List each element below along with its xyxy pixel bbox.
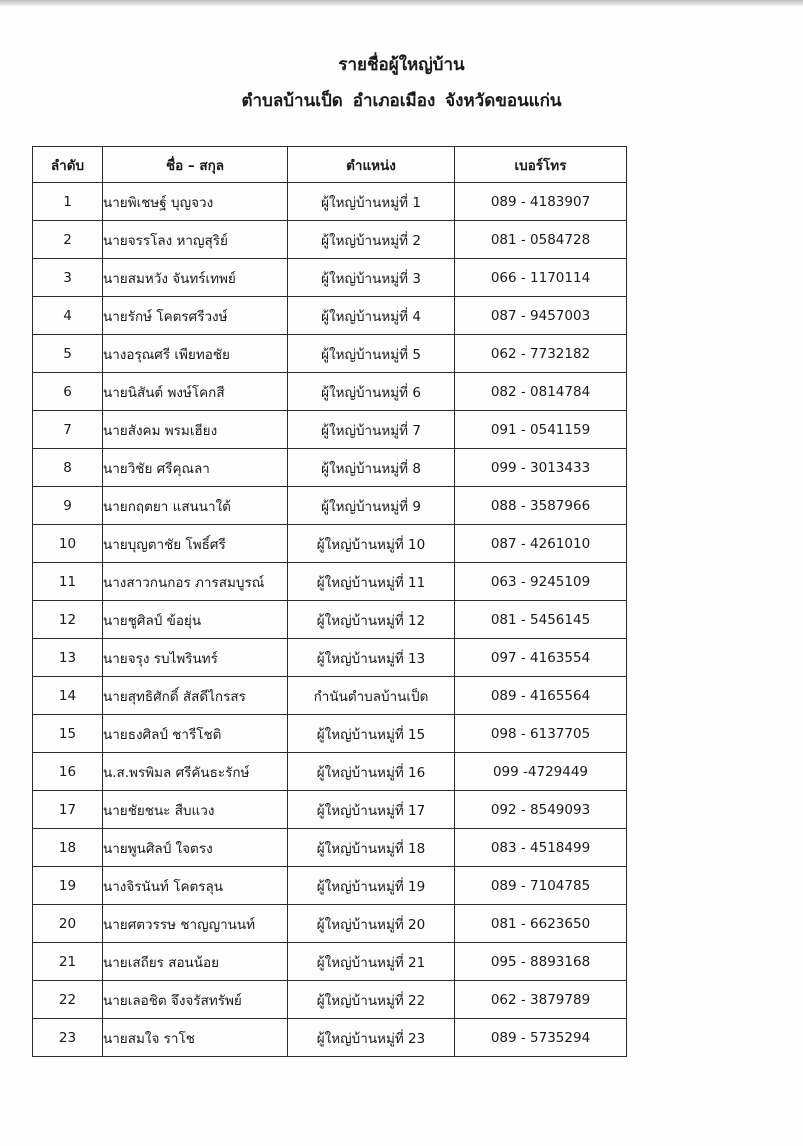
row-phone: 081 - 5456145 [455, 601, 627, 639]
row-position: กำนันตำบลบ้านเป็ด [288, 677, 455, 715]
document-subtitle: ตำบลบ้านเป็ด อำเภอเมือง จังหวัดขอนแก่น [241, 91, 562, 111]
row-number: 22 [33, 981, 103, 1019]
header-row [33, 147, 627, 183]
row-phone: 097 - 4163554 [455, 639, 627, 677]
row-phone: 095 - 8893168 [455, 943, 627, 981]
row-position: ผู้ใหญ่บ้านหมู่ที่ 4 [288, 297, 455, 335]
table-row [33, 829, 627, 867]
row-phone: 092 - 8549093 [455, 791, 627, 829]
row-phone: 081 - 0584728 [455, 221, 627, 259]
row-phone: 089 - 5735294 [455, 1019, 627, 1057]
table-row [33, 487, 627, 525]
table-row [33, 943, 627, 981]
table-row [33, 753, 627, 791]
row-name: นายชูศิลป์ ข้อยุ่น [103, 601, 288, 639]
row-number: 18 [33, 829, 103, 867]
row-name: นายจรุง รบไพรินทร์ [103, 639, 288, 677]
row-name: นายชัยชนะ สืบแวง [103, 791, 288, 829]
row-phone: 063 - 9245109 [455, 563, 627, 601]
row-name: นายวิชัย ศรีคุณลา [103, 449, 288, 487]
row-position: ผู้ใหญ่บ้านหมู่ที่ 9 [288, 487, 455, 525]
row-position: ผู้ใหญ่บ้านหมู่ที่ 21 [288, 943, 455, 981]
row-name: นายสมหวัง จันทร์เทพย์ [103, 259, 288, 297]
row-number: 4 [33, 297, 103, 335]
row-phone: 062 - 7732182 [455, 335, 627, 373]
header-name: ชื่อ – สกุล [103, 147, 288, 183]
row-position: ผู้ใหญ่บ้านหมู่ที่ 11 [288, 563, 455, 601]
row-position: ผู้ใหญ่บ้านหมู่ที่ 12 [288, 601, 455, 639]
row-phone: 066 - 1170114 [455, 259, 627, 297]
row-phone: 089 - 7104785 [455, 867, 627, 905]
header-position: ตำแหน่ง [288, 147, 455, 183]
document-title: รายชื่อผู้ใหญ่บ้าน [338, 55, 465, 75]
header-phone: เบอร์โทร [455, 147, 627, 183]
row-phone: 089 - 4165564 [455, 677, 627, 715]
table-row [33, 411, 627, 449]
row-position: ผู้ใหญ่บ้านหมู่ที่ 3 [288, 259, 455, 297]
row-name: นายพิเชษฐ์ บุญจวง [103, 183, 288, 221]
row-number: 20 [33, 905, 103, 943]
table-row [33, 981, 627, 1019]
row-number: 12 [33, 601, 103, 639]
row-phone: 087 - 4261010 [455, 525, 627, 563]
table-row [33, 905, 627, 943]
row-position: ผู้ใหญ่บ้านหมู่ที่ 13 [288, 639, 455, 677]
table-row [33, 791, 627, 829]
table-row [33, 259, 627, 297]
table-row [33, 867, 627, 905]
row-position: ผู้ใหญ่บ้านหมู่ที่ 23 [288, 1019, 455, 1057]
row-position: ผู้ใหญ่บ้านหมู่ที่ 17 [288, 791, 455, 829]
row-number: 16 [33, 753, 103, 791]
table-row [33, 221, 627, 259]
table-header [33, 147, 627, 183]
row-phone: 099 - 3013433 [455, 449, 627, 487]
row-name: นายนิสันต์ พงษ์โคกสี [103, 373, 288, 411]
table-row [33, 601, 627, 639]
row-phone: 083 - 4518499 [455, 829, 627, 867]
row-phone: 099 -4729449 [455, 753, 627, 791]
headmen-table [32, 146, 627, 1057]
row-position: ผู้ใหญ่บ้านหมู่ที่ 10 [288, 525, 455, 563]
row-phone: 087 - 9457003 [455, 297, 627, 335]
table-row [33, 525, 627, 563]
row-number: 21 [33, 943, 103, 981]
row-number: 1 [33, 183, 103, 221]
row-name: นายบุญตาชัย โพธิ์ศรี [103, 525, 288, 563]
row-phone: 088 - 3587966 [455, 487, 627, 525]
row-number: 6 [33, 373, 103, 411]
row-name: นายรักษ์ โคตรศรีวงษ์ [103, 297, 288, 335]
row-number: 10 [33, 525, 103, 563]
table-row [33, 677, 627, 715]
table-body [33, 183, 627, 1057]
row-position: ผู้ใหญ่บ้านหมู่ที่ 18 [288, 829, 455, 867]
row-position: ผู้ใหญ่บ้านหมู่ที่ 8 [288, 449, 455, 487]
row-phone: 081 - 6623650 [455, 905, 627, 943]
row-number: 11 [33, 563, 103, 601]
table-row [33, 449, 627, 487]
row-name: นายเลอชิต จึงจรัสทรัพย์ [103, 981, 288, 1019]
row-number: 19 [33, 867, 103, 905]
row-position: ผู้ใหญ่บ้านหมู่ที่ 1 [288, 183, 455, 221]
row-name: นายสุทธิศักดิ์ สัสดีไกรสร [103, 677, 288, 715]
row-number: 2 [33, 221, 103, 259]
row-position: ผู้ใหญ่บ้านหมู่ที่ 16 [288, 753, 455, 791]
row-name: นายสมใจ ราโช [103, 1019, 288, 1057]
row-phone: 098 - 6137705 [455, 715, 627, 753]
row-number: 8 [33, 449, 103, 487]
table-row [33, 183, 627, 221]
row-phone: 082 - 0814784 [455, 373, 627, 411]
row-position: ผู้ใหญ่บ้านหมู่ที่ 2 [288, 221, 455, 259]
row-number: 5 [33, 335, 103, 373]
table-row [33, 1019, 627, 1057]
row-position: ผู้ใหญ่บ้านหมู่ที่ 5 [288, 335, 455, 373]
row-name: นางจิรนันท์ โคตรลุน [103, 867, 288, 905]
table-row [33, 297, 627, 335]
row-name: นายสังคม พรมเฮียง [103, 411, 288, 449]
row-name: นางสาวกนกอร ภารสมบูรณ์ [103, 563, 288, 601]
row-position: ผู้ใหญ่บ้านหมู่ที่ 22 [288, 981, 455, 1019]
row-number: 17 [33, 791, 103, 829]
row-position: ผู้ใหญ่บ้านหมู่ที่ 20 [288, 905, 455, 943]
row-number: 9 [33, 487, 103, 525]
row-number: 7 [33, 411, 103, 449]
row-name: นายศตวรรษ ชาญญานนท์ [103, 905, 288, 943]
header-no: ลำดับ [33, 147, 103, 183]
row-name: นายกฤตยา แสนนาใต้ [103, 487, 288, 525]
row-phone: 091 - 0541159 [455, 411, 627, 449]
row-name: นายเสถียร สอนน้อย [103, 943, 288, 981]
row-phone: 089 - 4183907 [455, 183, 627, 221]
table-row [33, 335, 627, 373]
row-name: น.ส.พรพิมล ศรีคันธะรักษ์ [103, 753, 288, 791]
row-number: 13 [33, 639, 103, 677]
row-name: นายพูนศิลป์ ใจตรง [103, 829, 288, 867]
row-position: ผู้ใหญ่บ้านหมู่ที่ 7 [288, 411, 455, 449]
row-name: นายธงศิลป์ ชารีโชติ [103, 715, 288, 753]
table-row [33, 715, 627, 753]
row-number: 3 [33, 259, 103, 297]
row-position: ผู้ใหญ่บ้านหมู่ที่ 19 [288, 867, 455, 905]
row-number: 14 [33, 677, 103, 715]
row-position: ผู้ใหญ่บ้านหมู่ที่ 6 [288, 373, 455, 411]
row-phone: 062 - 3879789 [455, 981, 627, 1019]
scan-edge [0, 0, 803, 6]
table-row [33, 373, 627, 411]
row-number: 15 [33, 715, 103, 753]
table-row [33, 639, 627, 677]
table-row [33, 563, 627, 601]
row-name: นายจรรโลง หาญสุริย์ [103, 221, 288, 259]
row-name: นางอรุณศรี เพียทอชัย [103, 335, 288, 373]
row-number: 23 [33, 1019, 103, 1057]
row-position: ผู้ใหญ่บ้านหมู่ที่ 15 [288, 715, 455, 753]
